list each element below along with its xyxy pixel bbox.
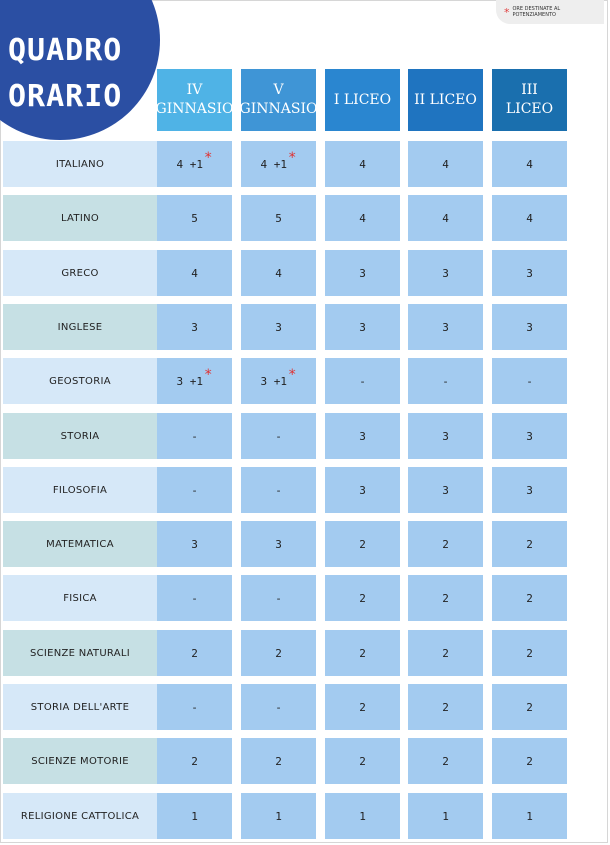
hours-value: 3 +1 bbox=[260, 374, 288, 388]
hours-value: 2 bbox=[359, 754, 366, 768]
hours-value: 2 bbox=[526, 591, 533, 605]
column-header-line-1: II LICEO bbox=[414, 91, 477, 108]
hours-cell bbox=[157, 684, 232, 730]
hours-value: 2 bbox=[191, 646, 198, 660]
hours-value: - bbox=[275, 700, 282, 714]
hours-cell bbox=[408, 630, 483, 676]
hours-value: - bbox=[191, 591, 198, 605]
hours-value: 2 bbox=[359, 646, 366, 660]
hours-value: 1 bbox=[442, 809, 449, 823]
hours-cell bbox=[325, 141, 400, 187]
subject-label: SCIENZE NATURALI bbox=[3, 630, 157, 676]
hours-value: - bbox=[275, 483, 282, 497]
subject-label: SCIENZE MOTORIE bbox=[3, 738, 157, 784]
title-line-1: QUADRO bbox=[8, 33, 123, 68]
hours-cell bbox=[492, 413, 567, 459]
subject-label: FILOSOFIA bbox=[3, 467, 157, 513]
hours-value: 2 bbox=[191, 754, 198, 768]
asterisk-icon: * bbox=[204, 367, 213, 383]
hours-cell bbox=[325, 630, 400, 676]
hours-cell bbox=[241, 738, 316, 784]
hours-cell bbox=[492, 358, 567, 404]
hours-value: 2 bbox=[359, 700, 366, 714]
hours-cell bbox=[325, 738, 400, 784]
hours-value: 4 bbox=[359, 157, 366, 171]
asterisk-icon: * bbox=[288, 150, 297, 166]
hours-value: 3 bbox=[526, 320, 533, 334]
subject-label: FISICA bbox=[3, 575, 157, 621]
hours-cell bbox=[157, 738, 232, 784]
page-title bbox=[8, 28, 122, 120]
column-header bbox=[157, 69, 232, 131]
subject-label: LATINO bbox=[3, 195, 157, 241]
hours-cell bbox=[408, 250, 483, 296]
hours-value: 3 bbox=[359, 320, 366, 334]
hours-value: 5 bbox=[191, 211, 198, 225]
hours-cell bbox=[157, 141, 232, 187]
hours-cell bbox=[157, 413, 232, 459]
hours-cell bbox=[325, 358, 400, 404]
subject-label: STORIA DELL'ARTE bbox=[3, 684, 157, 730]
hours-value: 4 bbox=[526, 157, 533, 171]
hours-cell bbox=[157, 521, 232, 567]
hours-value: 3 bbox=[442, 266, 449, 280]
hours-cell bbox=[492, 141, 567, 187]
column-header-line-2: GINNASIO bbox=[239, 101, 318, 117]
hours-cell bbox=[492, 250, 567, 296]
hours-cell bbox=[325, 521, 400, 567]
hours-value: 4 bbox=[442, 211, 449, 225]
hours-value: 4 bbox=[442, 157, 449, 171]
hours-cell bbox=[492, 793, 567, 839]
hours-value: 4 +1 bbox=[176, 157, 204, 171]
hours-value: 1 bbox=[275, 809, 282, 823]
subject-label: STORIA bbox=[3, 413, 157, 459]
subject-label: MATEMATICA bbox=[3, 521, 157, 567]
hours-cell bbox=[241, 575, 316, 621]
hours-cell bbox=[408, 413, 483, 459]
hours-cell bbox=[492, 195, 567, 241]
hours-cell bbox=[241, 141, 316, 187]
hours-cell bbox=[325, 793, 400, 839]
hours-cell bbox=[408, 738, 483, 784]
hours-cell bbox=[241, 304, 316, 350]
asterisk-icon: * bbox=[204, 150, 213, 166]
hours-cell bbox=[408, 141, 483, 187]
hours-cell bbox=[157, 358, 232, 404]
hours-value: 2 bbox=[359, 591, 366, 605]
hours-value: 3 bbox=[275, 320, 282, 334]
hours-value: 3 bbox=[526, 266, 533, 280]
hours-value: 2 bbox=[442, 537, 449, 551]
hours-value: - bbox=[359, 374, 366, 388]
hours-value: 1 bbox=[191, 809, 198, 823]
hours-value: 2 bbox=[526, 754, 533, 768]
hours-cell bbox=[241, 467, 316, 513]
hours-cell bbox=[241, 195, 316, 241]
hours-cell bbox=[408, 467, 483, 513]
hours-value: - bbox=[275, 591, 282, 605]
hours-cell bbox=[492, 304, 567, 350]
hours-value: - bbox=[275, 429, 282, 443]
hours-cell bbox=[492, 738, 567, 784]
hours-value: 4 bbox=[275, 266, 282, 280]
hours-cell bbox=[492, 630, 567, 676]
hours-cell bbox=[157, 793, 232, 839]
asterisk-icon: * bbox=[288, 367, 297, 383]
hours-value: - bbox=[191, 429, 198, 443]
subject-label: GEOSTORIA bbox=[3, 358, 157, 404]
hours-value: 2 bbox=[526, 537, 533, 551]
hours-cell bbox=[157, 575, 232, 621]
hours-value: 4 bbox=[359, 211, 366, 225]
column-header bbox=[492, 69, 567, 131]
hours-cell bbox=[325, 250, 400, 296]
hours-cell bbox=[157, 630, 232, 676]
hours-value: 3 bbox=[442, 320, 449, 334]
hours-cell bbox=[325, 575, 400, 621]
legend-note bbox=[496, 0, 604, 24]
column-header bbox=[408, 69, 483, 131]
hours-value: 4 +1 bbox=[260, 157, 288, 171]
subject-label: GRECO bbox=[3, 250, 157, 296]
column-header-line-1: V bbox=[273, 82, 284, 98]
hours-value: 3 bbox=[359, 266, 366, 280]
hours-value: 3 bbox=[526, 429, 533, 443]
hours-cell bbox=[408, 684, 483, 730]
hours-cell bbox=[241, 684, 316, 730]
subject-label: RELIGIONE CATTOLICA bbox=[3, 793, 157, 839]
hours-value: 3 bbox=[359, 483, 366, 497]
hours-cell bbox=[492, 521, 567, 567]
hours-value: 2 bbox=[275, 754, 282, 768]
hours-cell bbox=[157, 250, 232, 296]
hours-cell bbox=[492, 467, 567, 513]
column-header-line-2: GINNASIO bbox=[155, 101, 234, 117]
hours-value: 1 bbox=[526, 809, 533, 823]
hours-value: 5 bbox=[275, 211, 282, 225]
hours-cell bbox=[157, 195, 232, 241]
hours-cell bbox=[241, 358, 316, 404]
hours-cell bbox=[325, 195, 400, 241]
column-header bbox=[241, 69, 316, 131]
hours-value: - bbox=[191, 700, 198, 714]
hours-cell bbox=[408, 358, 483, 404]
column-header-line-2: LICEO bbox=[505, 101, 554, 117]
hours-value: 4 bbox=[526, 211, 533, 225]
column-header bbox=[325, 69, 400, 131]
hours-value: 2 bbox=[275, 646, 282, 660]
hours-value: 4 bbox=[191, 266, 198, 280]
hours-cell bbox=[325, 684, 400, 730]
hours-cell bbox=[241, 521, 316, 567]
hours-cell bbox=[408, 793, 483, 839]
hours-cell bbox=[408, 195, 483, 241]
hours-value: 2 bbox=[442, 646, 449, 660]
hours-value: 1 bbox=[359, 809, 366, 823]
hours-value: 2 bbox=[526, 700, 533, 714]
hours-value: - bbox=[442, 374, 449, 388]
hours-value: 2 bbox=[526, 646, 533, 660]
hours-cell bbox=[241, 413, 316, 459]
subject-label: ITALIANO bbox=[3, 141, 157, 187]
hours-cell bbox=[157, 467, 232, 513]
hours-cell bbox=[157, 304, 232, 350]
column-header-line-1: IV bbox=[186, 82, 203, 98]
hours-cell bbox=[241, 250, 316, 296]
hours-value: 3 bbox=[275, 537, 282, 551]
hours-value: - bbox=[526, 374, 533, 388]
hours-cell bbox=[325, 467, 400, 513]
legend-note-text: ORE DESTINATE AL POTENZIAMENTO bbox=[512, 6, 561, 18]
hours-cell bbox=[241, 793, 316, 839]
column-header-line-1: I LICEO bbox=[333, 91, 392, 108]
hours-cell bbox=[408, 521, 483, 567]
hours-cell bbox=[408, 575, 483, 621]
hours-value: 3 bbox=[442, 429, 449, 443]
hours-value: 3 bbox=[359, 429, 366, 443]
hours-value: 2 bbox=[442, 700, 449, 714]
hours-value: 3 +1 bbox=[176, 374, 204, 388]
hours-cell bbox=[325, 413, 400, 459]
column-header-line-1: III bbox=[521, 82, 538, 98]
hours-value: 3 bbox=[191, 320, 198, 334]
hours-value: 3 bbox=[442, 483, 449, 497]
hours-cell bbox=[241, 630, 316, 676]
hours-value: 2 bbox=[359, 537, 366, 551]
hours-cell bbox=[492, 575, 567, 621]
subject-label: INGLESE bbox=[3, 304, 157, 350]
hours-value: 2 bbox=[442, 754, 449, 768]
asterisk-icon: * bbox=[504, 5, 510, 19]
hours-cell bbox=[492, 684, 567, 730]
hours-value: 3 bbox=[191, 537, 198, 551]
hours-value: 2 bbox=[442, 591, 449, 605]
hours-cell bbox=[325, 304, 400, 350]
hours-value: - bbox=[191, 483, 198, 497]
hours-cell bbox=[408, 304, 483, 350]
title-line-2: ORARIO bbox=[8, 79, 123, 114]
hours-value: 3 bbox=[526, 483, 533, 497]
